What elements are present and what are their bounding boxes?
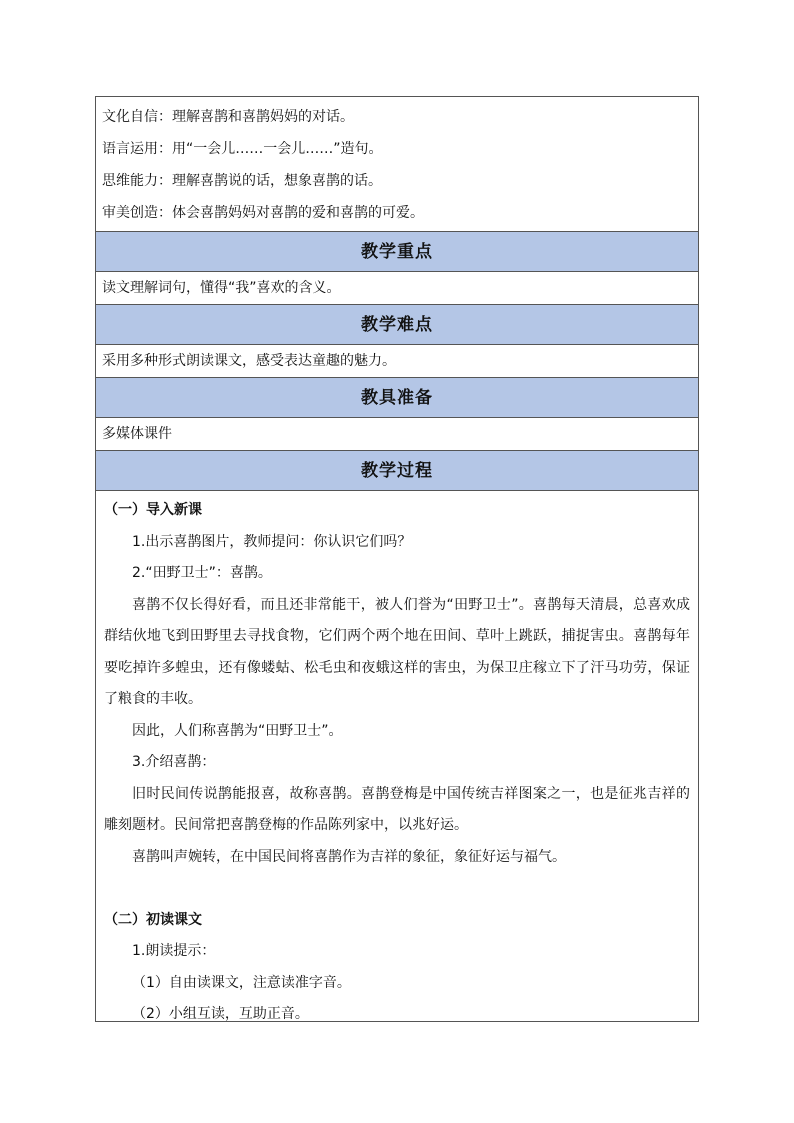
- part1-title: （一）导入新课: [104, 502, 202, 518]
- process-paragraph: 喜鹊不仅长得好看，而且还非常能干，被人们誉为“田野卫士”。喜鹊每天清晨，总喜欢成群结伙地飞到田野里去寻找食物，它们两个两个地在田间、草叶上跳跃，捕捉害虫。喜鹊每年要吃掉许多蝗虫，还有像蝼蛄、松毛虫和夜蛾这样的害虫，为保卫庄稼立下了汗马功劳，保证了粮食的丰收。: [104, 596, 690, 707]
- process-item: 2.“田野卫士”：喜鹊。: [132, 565, 272, 581]
- process-paragraph: 因此，人们称喜鹊为“田野卫士”。: [132, 722, 343, 739]
- process-item: 3.介绍喜鹊：: [132, 754, 216, 770]
- process-subitem: （2）小组互读，互助正音。: [132, 1006, 309, 1022]
- difficulties-header: 教学难点: [96, 304, 698, 344]
- key-points-header: 教学重点: [96, 231, 698, 271]
- process-item: 1.朗读提示：: [132, 943, 216, 959]
- goal-line: 审美创造：体会喜鹊妈妈对喜鹊的爱和喜鹊的可爱。: [102, 205, 424, 221]
- process-paragraph: 旧时民间传说鹊能报喜，故称喜鹊。喜鹊登梅是中国传统吉祥图案之一，也是征兆吉祥的雕刻题材。民间常把喜鹊登梅的作品陈列家中，以兆好运。: [104, 785, 690, 833]
- teaching-goals-cell: [96, 97, 698, 231]
- goal-line: 语言运用：用“一会儿……一会儿……”造句。: [102, 141, 383, 157]
- blank-line: [104, 873, 690, 905]
- materials-header: 教具准备: [96, 377, 698, 417]
- process-item: 1.出示喜鹊图片，教师提问：你认识它们吗？: [132, 533, 412, 550]
- part2-title: （二）初读课文: [104, 911, 202, 928]
- goal-line: 文化自信：理解喜鹊和喜鹊妈妈的对话。: [102, 109, 354, 125]
- lesson-plan-table: [95, 96, 699, 1022]
- process-header: 教学过程: [96, 450, 698, 490]
- materials-content: 多媒体课件: [96, 417, 698, 450]
- goal-line: 思维能力：理解喜鹊说的话，想象喜鹊的话。: [102, 173, 382, 189]
- difficulties-content: 采用多种形式朗读课文，感受表达童趣的魅力。: [96, 344, 698, 377]
- teaching-process-cell: [96, 490, 698, 1021]
- key-points-content: 读文理解词句，懂得“我”喜欢的含义。: [96, 271, 698, 304]
- process-paragraph: 喜鹊叫声婉转，在中国民间将喜鹊作为吉祥的象征，象征好运与福气。: [132, 848, 566, 865]
- process-subitem: （1）自由读课文，注意读准字音。: [132, 974, 351, 991]
